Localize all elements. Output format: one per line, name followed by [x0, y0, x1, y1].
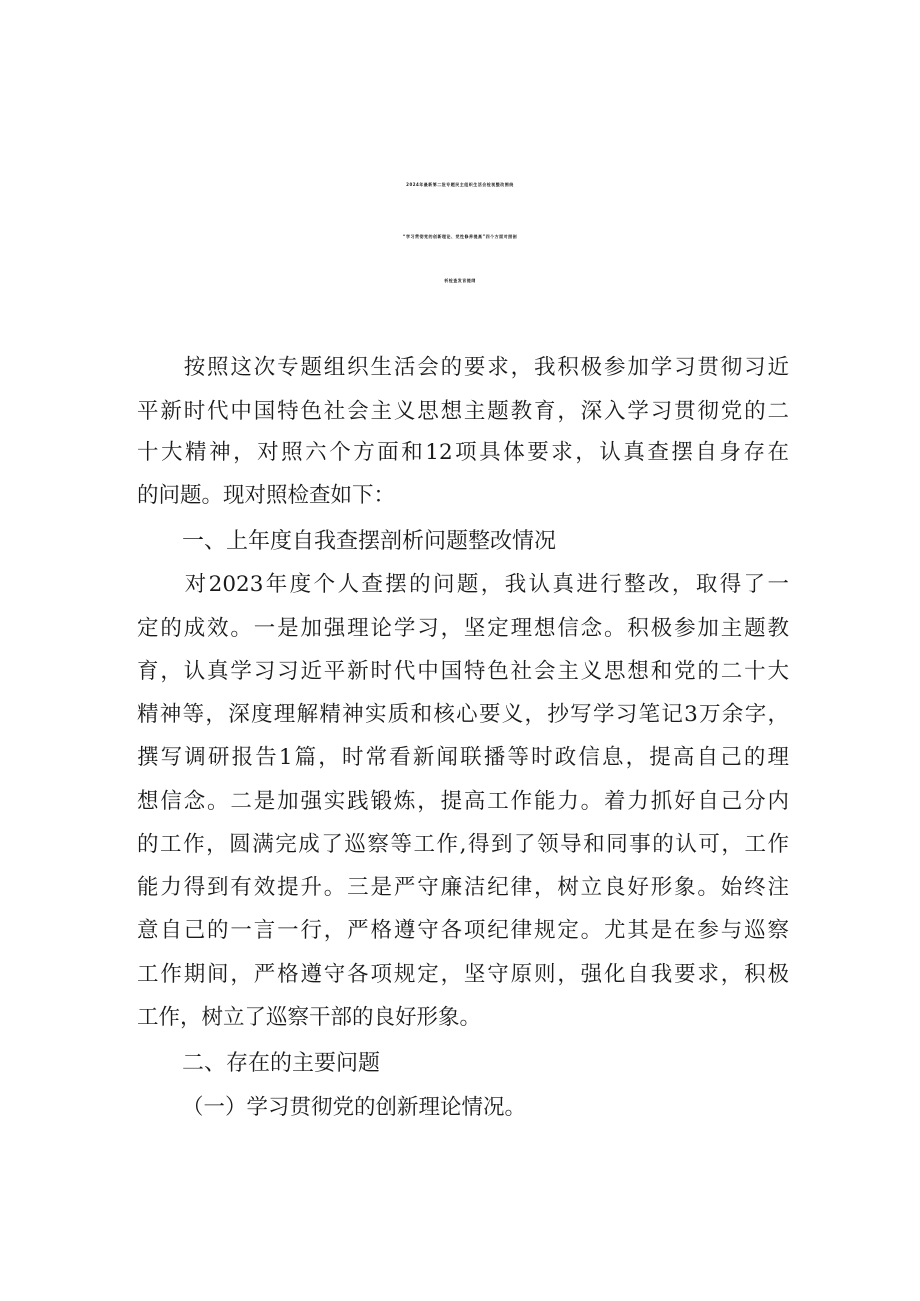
section1-paragraph-line: 定的成效。一是加强理论学习，坚定理想信念。积极参加主题教 [137, 616, 789, 641]
section-heading-2: 二、存在的主要问题 [182, 1051, 381, 1076]
section-heading-1: 一、上年度自我查摆剖析问题整改情况 [182, 529, 557, 554]
document-title-line-1: 2024年最新第二批专题民主组织生活会检视整改围绕 [406, 182, 514, 187]
intro-paragraph-line: 十大精神，对照六个方面和12项具体要求，认真查摆自身存在 [137, 440, 789, 465]
intro-paragraph-line: 平新时代中国特色社会主义思想主题教育，深入学习贯彻党的二 [137, 399, 789, 424]
section1-paragraph-line: 工作期间，严格遵守各项规定，坚守原则，强化自我要求，积极 [137, 962, 789, 987]
subsection-heading-1: （一）学习贯彻党的创新理论情况。 [182, 1095, 527, 1120]
section1-paragraph-line: 能力得到有效提升。三是严守廉洁纪律，树立良好形象。始终注 [137, 875, 789, 900]
section1-paragraph-line: 意自己的一言一行，严格遵守各项纪律规定。尤其是在参与巡察 [137, 918, 789, 943]
section1-paragraph-line: 精神等，深度理解精神实质和核心要义，抄写学习笔记3万余字， [137, 702, 789, 727]
document-title-line-2: “学习贯彻党的创新理论、党性修养提高”四个方面对照剖 [402, 234, 518, 239]
section1-paragraph-line: 的工作，圆满完成了巡察等工作,得到了领导和同事的认可，工作 [137, 832, 789, 857]
section1-paragraph-line: 工作，树立了巡察干部的良好形象。 [137, 1005, 482, 1030]
section1-paragraph-line: 育，认真学习习近平新时代中国特色社会主义思想和党的二十大 [137, 659, 789, 684]
section1-paragraph-line: 想信念。二是加强实践锻炼，提高工作能力。着力抓好自己分内 [137, 789, 789, 814]
section1-paragraph-line: 撰写调研报告1篇，时常看新闻联播等时政信息，提高自己的理 [137, 745, 789, 770]
intro-paragraph-line: 的问题。现对照检查如下： [137, 483, 396, 508]
section1-paragraph-line: 对2023年度个人查摆的问题，我认真进行整改，取得了一 [137, 572, 789, 597]
intro-paragraph-line: 按照这次专题组织生活会的要求，我积极参加学习贯彻习近 [137, 355, 789, 380]
document-title-line-3: 析检查发言提纲 [444, 278, 476, 283]
